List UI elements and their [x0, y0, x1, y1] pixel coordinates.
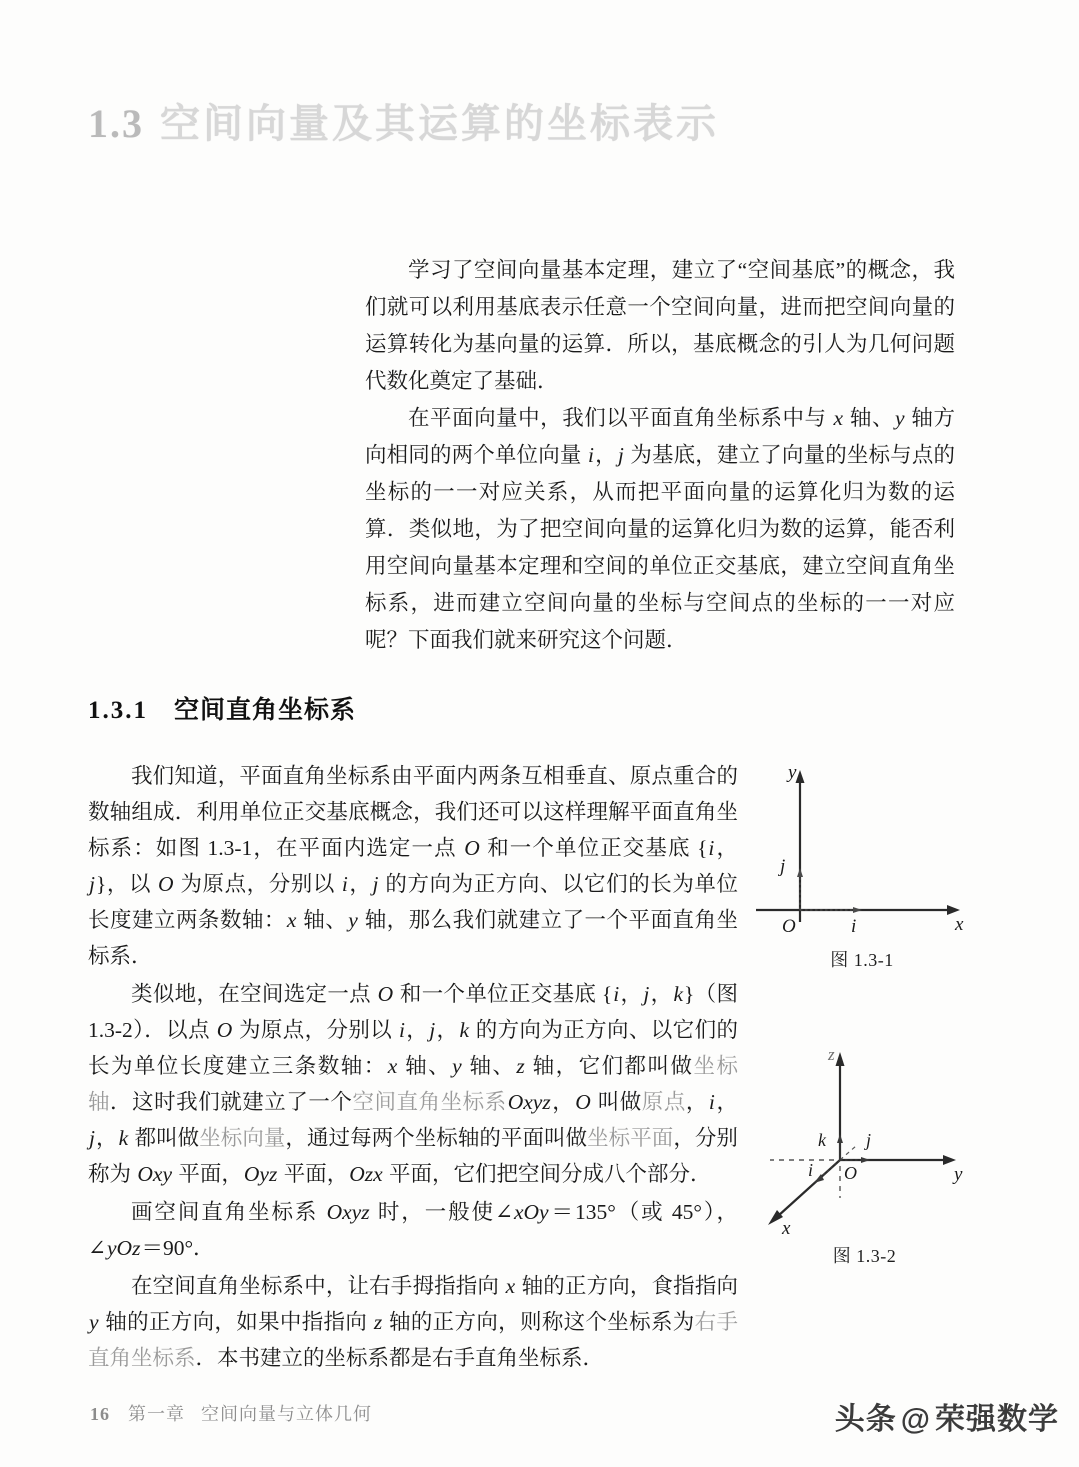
chapter-title-number: 1.3 — [88, 101, 144, 146]
term-coordinate-plane: 坐标平面 — [587, 1126, 674, 1150]
var-j: j — [643, 982, 650, 1006]
term-coordinate-vector: 坐标向量 — [199, 1126, 286, 1150]
body-column — [88, 758, 738, 1378]
watermark-at-symbol: @ — [900, 1403, 931, 1436]
p1-seg-i: 轴，那么我们就建立了一个平面直角坐标系． — [88, 908, 738, 968]
figure-1-3-2-graphic — [752, 1048, 977, 1238]
term-spatial-cartesian-system: 空间直角坐标系 — [352, 1090, 507, 1114]
var-O: O — [464, 836, 480, 860]
chapter-title — [88, 92, 719, 149]
intro-p2-seg-d: ， — [595, 443, 617, 467]
watermark-source: 头条 — [834, 1403, 897, 1436]
var-j: j — [372, 872, 379, 896]
axis-label-y: y — [954, 1164, 963, 1185]
axis-label-y: y — [788, 762, 797, 783]
term-origin: 原点 — [641, 1090, 686, 1114]
p2-seg-i: 的方向为正方向、以它们的长为单位长度建立三条数轴： — [88, 1018, 738, 1078]
var-x: x — [505, 1274, 516, 1298]
term-right-handed-system: 右手直角坐标系 — [88, 1310, 738, 1370]
label-Oxy: Oxy — [137, 1162, 173, 1186]
figure-1-3-2 — [752, 1048, 977, 1268]
p2-seg-j: 轴、 — [398, 1054, 452, 1078]
p2-seg-w: 平面， — [278, 1162, 349, 1186]
p2-seg-n: ， — [551, 1090, 575, 1114]
axis-label-x: x — [782, 1218, 791, 1238]
p2-seg-b: 和一个单位正交基底 { — [394, 982, 613, 1006]
p2-seg-v: 平面， — [173, 1162, 243, 1186]
var-y: y — [348, 908, 358, 932]
p2-seg-e: }（图 1.3-2）．以点 — [88, 982, 738, 1042]
var-y: y — [894, 406, 905, 430]
axis-label-z: z — [828, 1048, 835, 1064]
section-number: 1.3.1 — [88, 697, 148, 724]
var-i: i — [708, 836, 715, 860]
var-j: j — [89, 872, 95, 896]
axis-label-x: x — [955, 914, 964, 935]
var-x: x — [833, 406, 844, 430]
p4-seg-c: 轴的正方向，如果中指指向 — [99, 1310, 373, 1334]
p4-seg-e: ．本书建立的坐标系都是右手直角坐标系． — [195, 1346, 605, 1370]
body-paragraph-3 — [88, 1194, 738, 1266]
p2-seg-k: 轴、 — [462, 1054, 516, 1078]
var-i: i — [398, 1018, 405, 1042]
p2-seg-q: ， — [715, 1090, 738, 1114]
p2-seg-a: 类似地，在空间选定一点 — [131, 982, 377, 1006]
page-footer — [90, 1400, 372, 1426]
p3-seg-c: ＝135°（或 45°），∠ — [88, 1200, 738, 1260]
p2-seg-d: ， — [650, 982, 673, 1006]
p2-seg-s: 都叫做 — [129, 1126, 200, 1150]
section-heading — [88, 690, 356, 726]
p2-seg-f: 为原点，分别以 — [233, 1018, 398, 1042]
intro-p2-seg-e: 为基底，建立了向量的坐标与点的坐标的一一对应关系，从而把平面向量的运算化归为数的运算．类似地，为了把空间向量的运算化归为数的运算，能否利用空间向量基本定理和空间的单位正交基底，建立空间直角坐标系，进而建立空间向量的坐标与空间点的坐标的一一对应呢？下面我们就来研究这个问题． — [365, 443, 955, 652]
var-y: y — [452, 1054, 462, 1078]
chapter-title-text: 空间向量及其运算的坐标表示 — [160, 101, 719, 146]
vector-label-i: i — [851, 916, 857, 937]
body-paragraph-2 — [88, 976, 738, 1192]
label-Ozx: Ozx — [349, 1162, 383, 1186]
footer-chapter-number: 第一章 — [128, 1404, 185, 1424]
p1-seg-f: ， — [348, 872, 372, 896]
intro-block — [365, 252, 955, 659]
angle-xOy: xOy — [513, 1200, 549, 1224]
vector-label-k: k — [818, 1130, 826, 1150]
p1-seg-h: 轴、 — [297, 908, 348, 932]
vector-label-i: i — [808, 1160, 814, 1180]
var-O: O — [575, 1090, 591, 1114]
watermark — [835, 1394, 1059, 1438]
var-x: x — [387, 1054, 398, 1078]
var-j: j — [89, 1126, 95, 1150]
p4-seg-b: 轴的正方向，食指指向 — [516, 1274, 738, 1298]
p1-seg-d: }，以 — [95, 872, 157, 896]
figure-1-caption: 图 1.3-1 — [830, 950, 894, 970]
p1-seg-e: 为原点，分别以 — [174, 872, 341, 896]
p4-seg-a: 在空间直角坐标系中，让右手拇指指向 — [131, 1274, 505, 1298]
var-k: k — [118, 1126, 129, 1150]
figure-2-caption: 图 1.3-2 — [832, 1246, 897, 1266]
section-title: 空间直角坐标系 — [174, 697, 357, 724]
var-k: k — [459, 1018, 469, 1042]
p2-seg-p: ， — [685, 1090, 708, 1114]
figure-1-3-1-graphic — [752, 762, 972, 942]
p2-seg-m: ．这时我们就建立了一个 — [110, 1090, 353, 1114]
var-O: O — [377, 982, 394, 1006]
vector-label-j: j — [780, 856, 786, 877]
intro-p2-seg-a: 在平面向量中，我们以平面直角坐标系中与 — [408, 406, 833, 430]
body-paragraph-1 — [88, 758, 738, 974]
p3-seg-d: ＝90°． — [141, 1236, 215, 1260]
var-O: O — [157, 872, 174, 896]
var-i: i — [708, 1090, 715, 1114]
origin-label-O: O — [844, 1163, 857, 1183]
intro-paragraph-1: 学习了空间向量基本定理，建立了“空间基底”的概念，我们就可以利用基底表示任意一个空间向量，进而把空间向量的运算转化为基向量的运算．所以，基底概念的引人为几何问题代数化奠定了基础． — [365, 258, 955, 393]
p2-seg-t: ，通过每两个坐标轴的平面叫做 — [285, 1126, 588, 1150]
angle-yOz: yOz — [107, 1236, 141, 1260]
p2-seg-r: ， — [95, 1126, 118, 1150]
vector-label-j: j — [866, 1130, 872, 1150]
p2-seg-g: ， — [405, 1018, 429, 1042]
p4-seg-d: 轴的正方向，则称这个坐标系为 — [383, 1310, 695, 1334]
var-i: i — [613, 982, 620, 1006]
footer-page-number: 16 — [90, 1404, 110, 1424]
body-paragraph-4 — [88, 1268, 738, 1376]
p2-seg-l: 轴，它们都叫做 — [525, 1054, 694, 1078]
intro-p2-seg-c: 轴方向相同的两个单位向量 — [365, 406, 955, 467]
var-y: y — [89, 1310, 99, 1334]
var-i: i — [588, 443, 595, 467]
footer-chapter-title: 空间向量与立体几何 — [201, 1404, 372, 1424]
p1-seg-b: 和一个单位正交基底 { — [480, 836, 708, 860]
var-O: O — [216, 1018, 233, 1042]
figure-1-3-1 — [752, 762, 972, 972]
p3-seg-b: 时，一般使∠ — [370, 1200, 513, 1224]
label-Oyz: Oyz — [243, 1162, 278, 1186]
term-coordinate-axis: 坐标轴 — [88, 1054, 738, 1114]
var-z: z — [373, 1310, 383, 1334]
watermark-account: 荣强数学 — [935, 1403, 1059, 1436]
intro-paragraph-2 — [365, 400, 955, 659]
p1-seg-a: 我们知道，平面直角坐标系由平面内两条互相垂直、原点重合的数轴组成．利用单位正交基底概念，我们还可以这样理解平面直角坐标系：如图 1.3-1，在平面内选定一点 — [88, 764, 738, 860]
var-x: x — [286, 908, 297, 932]
var-j: j — [429, 1018, 436, 1042]
p1-seg-g: 的方向为正方向、以它们的长为单位长度建立两条数轴： — [88, 872, 738, 932]
label-Oxyz: Oxyz — [326, 1200, 370, 1224]
var-k: k — [673, 982, 684, 1006]
var-z: z — [516, 1054, 525, 1078]
p2-seg-c: ， — [620, 982, 643, 1006]
p2-seg-x: 平面，它们把空间分成八个部分． — [383, 1162, 712, 1186]
p2-seg-u: ，分别称为 — [88, 1126, 738, 1186]
p2-seg-h: ， — [436, 1018, 459, 1042]
p2-seg-o: 叫做 — [591, 1090, 642, 1114]
p3-seg-a: 画空间直角坐标系 — [131, 1200, 326, 1224]
label-Oxyz: Oxyz — [507, 1090, 551, 1114]
var-i: i — [341, 872, 348, 896]
var-j: j — [617, 443, 624, 467]
origin-label-O: O — [782, 916, 796, 937]
p1-seg-c: ， — [715, 836, 738, 860]
intro-p2-seg-b: 轴、 — [844, 406, 894, 430]
